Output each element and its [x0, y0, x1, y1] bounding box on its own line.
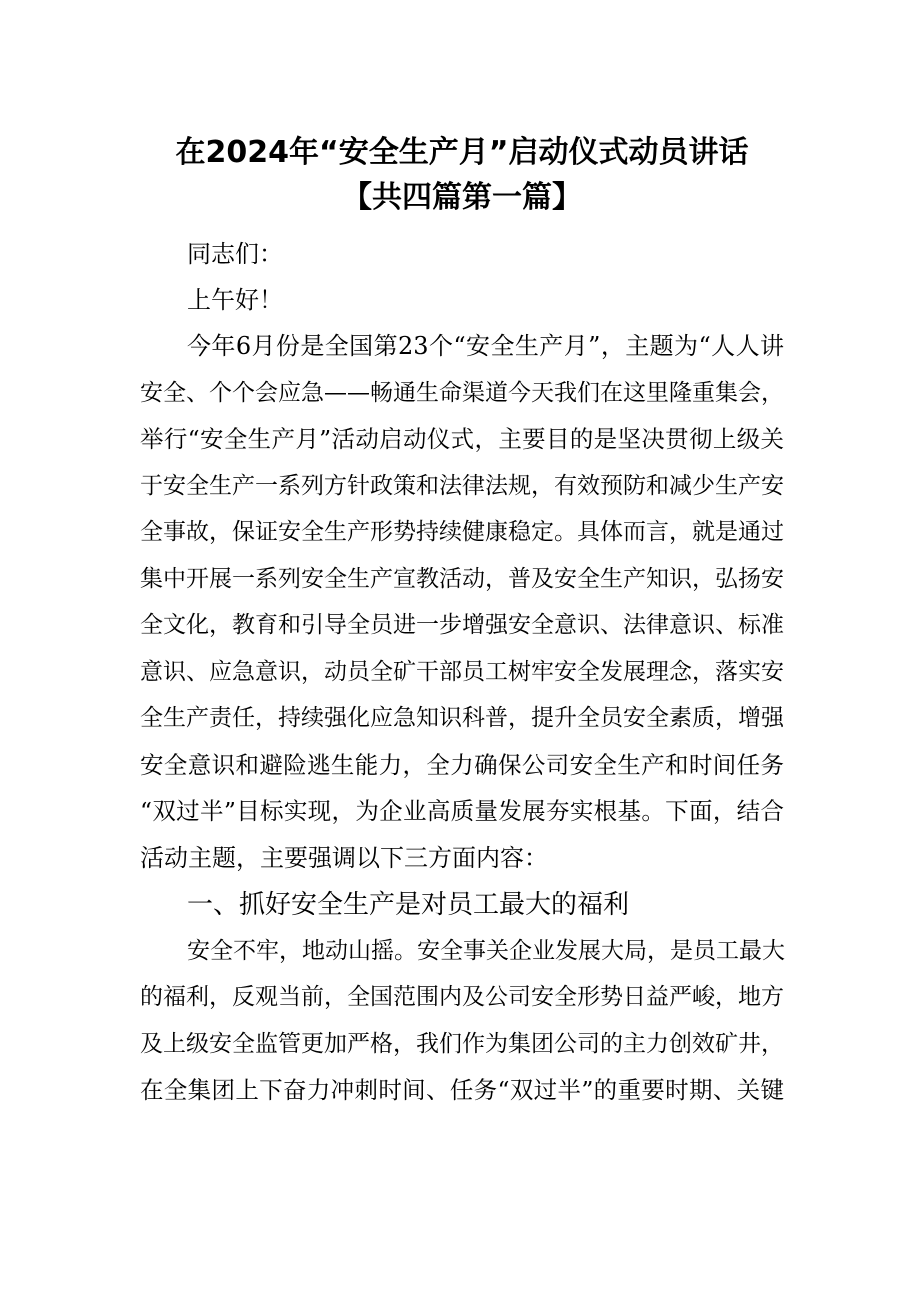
paragraph-line: 集中开展一系列安全生产宣教活动，普及安全生产知识，弘扬安: [140, 566, 784, 592]
greeting: 上午好！: [187, 286, 283, 314]
paragraph-line: 及上级安全监管更加严格，我们作为集团公司的主力创效矿井，: [140, 1031, 784, 1057]
paragraph-line: 安全、个个会应急——畅通生命渠道今天我们在这里隆重集会，: [140, 380, 784, 406]
document-subtitle: 【共四篇第一篇】: [342, 180, 582, 215]
paragraph-line: 今年6月份是全国第23个“安全生产月”，主题为“人人讲: [187, 332, 784, 360]
paragraph-line: 于安全生产一系列方针政策和法律法规，有效预防和减少生产安: [140, 473, 784, 499]
paragraph-line: 安全意识和避险逃生能力，全力确保公司安全生产和时间任务: [140, 751, 784, 779]
document-title: 在2024年“安全生产月”启动仪式动员讲话: [175, 135, 749, 170]
paragraph-line: “双过半”目标实现，为企业高质量发展夯实根基。下面，结合: [140, 797, 784, 825]
paragraph-line: 安全不牢，地动山摇。安全事关企业发展大局，是员工最大: [187, 938, 785, 964]
section-heading-1: 一、抓好安全生产是对员工最大的福利: [187, 890, 630, 920]
paragraph-line: 在全集团上下奋力冲刺时间、任务“双过半”的重要时期、关键: [140, 1076, 784, 1104]
salutation: 同志们：: [187, 240, 283, 268]
paragraph-line: 活动主题，主要强调以下三方面内容：: [140, 844, 548, 872]
paragraph-line: 举行“安全生产月”活动启动仪式，主要目的是坚决贯彻上级关: [140, 425, 784, 453]
paragraph-line: 全事故，保证安全生产形势持续健康稳定。具体而言，就是通过: [140, 519, 784, 545]
paragraph-line: 全文化，教育和引导全员进一步增强安全意识、法律意识、标准: [140, 612, 784, 638]
paragraph-line: 意识、应急意识，动员全矿干部员工树牢安全发展理念，落实安: [140, 659, 784, 685]
paragraph-line: 全生产责任，持续强化应急知识科普，提升全员安全素质，增强: [140, 705, 784, 731]
paragraph-line: 的福利，反观当前，全国范围内及公司安全形势日益严峻，地方: [140, 984, 784, 1010]
